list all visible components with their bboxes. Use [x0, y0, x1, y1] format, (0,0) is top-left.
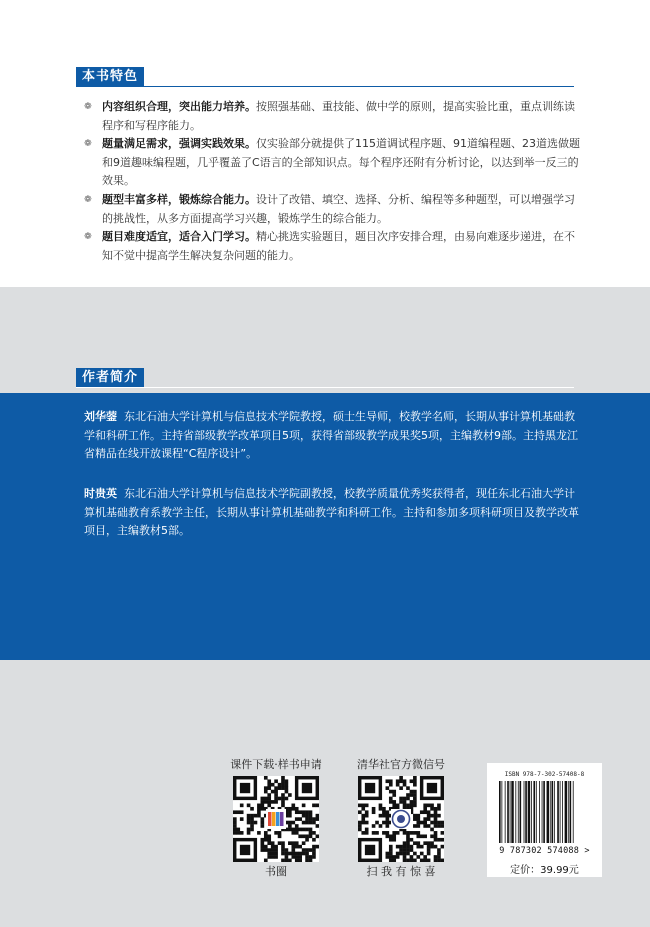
qr-subcaption: 书圈: [265, 865, 287, 878]
bullet-icon: ❁: [84, 139, 92, 150]
bullet-icon: ❁: [84, 102, 92, 112]
author-name: 时贵英: [84, 487, 117, 500]
feature-item: [84, 228, 584, 265]
qr-caption: 课件下载·样书申请: [230, 758, 322, 771]
author-name: 刘华蓥: [84, 410, 117, 423]
qr-courseware: [228, 757, 324, 880]
price-label: 定价：39.99元: [510, 865, 579, 876]
feature-highlight: 题量满足需求，强调实践效果。: [102, 137, 256, 151]
bullet-icon: ❁: [84, 232, 92, 243]
feature-highlight: 题目难度适宜，适合入门学习。: [102, 230, 256, 244]
features-heading: 本书特色: [76, 67, 144, 86]
authors-heading-rule: [76, 387, 574, 388]
isbn-number: 9 787302 574088 >: [499, 846, 590, 856]
isbn-label: ISBN 978-7-302-57408-8: [504, 771, 585, 778]
qr-subcaption: 扫 我 有 惊 喜: [366, 865, 436, 878]
feature-text: 精心挑选实验题目，题目次序安排合理，由易向难逐步递进，在不知不觉中提高学生解决复杂问题的能力。: [102, 230, 575, 262]
qr-code-icon[interactable]: [358, 776, 444, 862]
features-heading-rule: [76, 86, 574, 87]
feature-item: [84, 135, 584, 191]
authors-heading: 作者简介: [76, 368, 144, 387]
author-bio: [84, 485, 584, 541]
feature-text: 按照强基础、重技能、做中学的原则，提高实验比重，重点训练读程序和写程序能力。: [102, 100, 575, 132]
qr-code-icon[interactable]: [233, 776, 319, 862]
feature-highlight: 题型丰富多样，锻炼综合能力。: [102, 192, 256, 206]
barcode-icon: [487, 763, 602, 877]
qr-wechat: [353, 757, 449, 880]
isbn-barcode-card: [487, 763, 602, 877]
feature-item: [84, 98, 584, 135]
author-bio-text: 东北石油大学计算机与信息技术学院教授，硕士生导师，校教学名师，长期从事计算机基础教学和科研工作。主持省部级教学改革项目5项，获得省部级教学成果奖5项，主编教材9部。主持黑龙江省精品在线开放课程“C程序设计”。: [84, 410, 578, 461]
author-bio-text: 东北石油大学计算机与信息技术学院副教授，校教学质量优秀奖获得者，现任东北石油大学计算机基础教育系教学主任，长期从事计算机基础教学和科研工作。主持和参加多项科研项目及教学改革项目，主编教材5部。: [84, 487, 579, 538]
feature-text: 设计了改错、填空、选择、分析、编程等多种题型，可以增强学习的挑战性，从多方面提高学习兴趣，锻炼学生的综合能力。: [102, 192, 575, 225]
qr-caption: 清华社官方微信号: [357, 758, 445, 771]
bullet-icon: ❁: [84, 194, 92, 205]
author-bio: [84, 408, 584, 464]
feature-text: 仅实验部分就提供了115道调试程序题、91道编程题、23道选做题和9道趣味编程题，几乎覆盖了C语言的全部知识点。每个程序还附有分析讨论，以达到举一反三的效果。: [102, 137, 580, 188]
features-list: [84, 98, 584, 265]
feature-item: [84, 191, 584, 228]
feature-highlight: 内容组织合理，突出能力培养。: [102, 100, 256, 113]
